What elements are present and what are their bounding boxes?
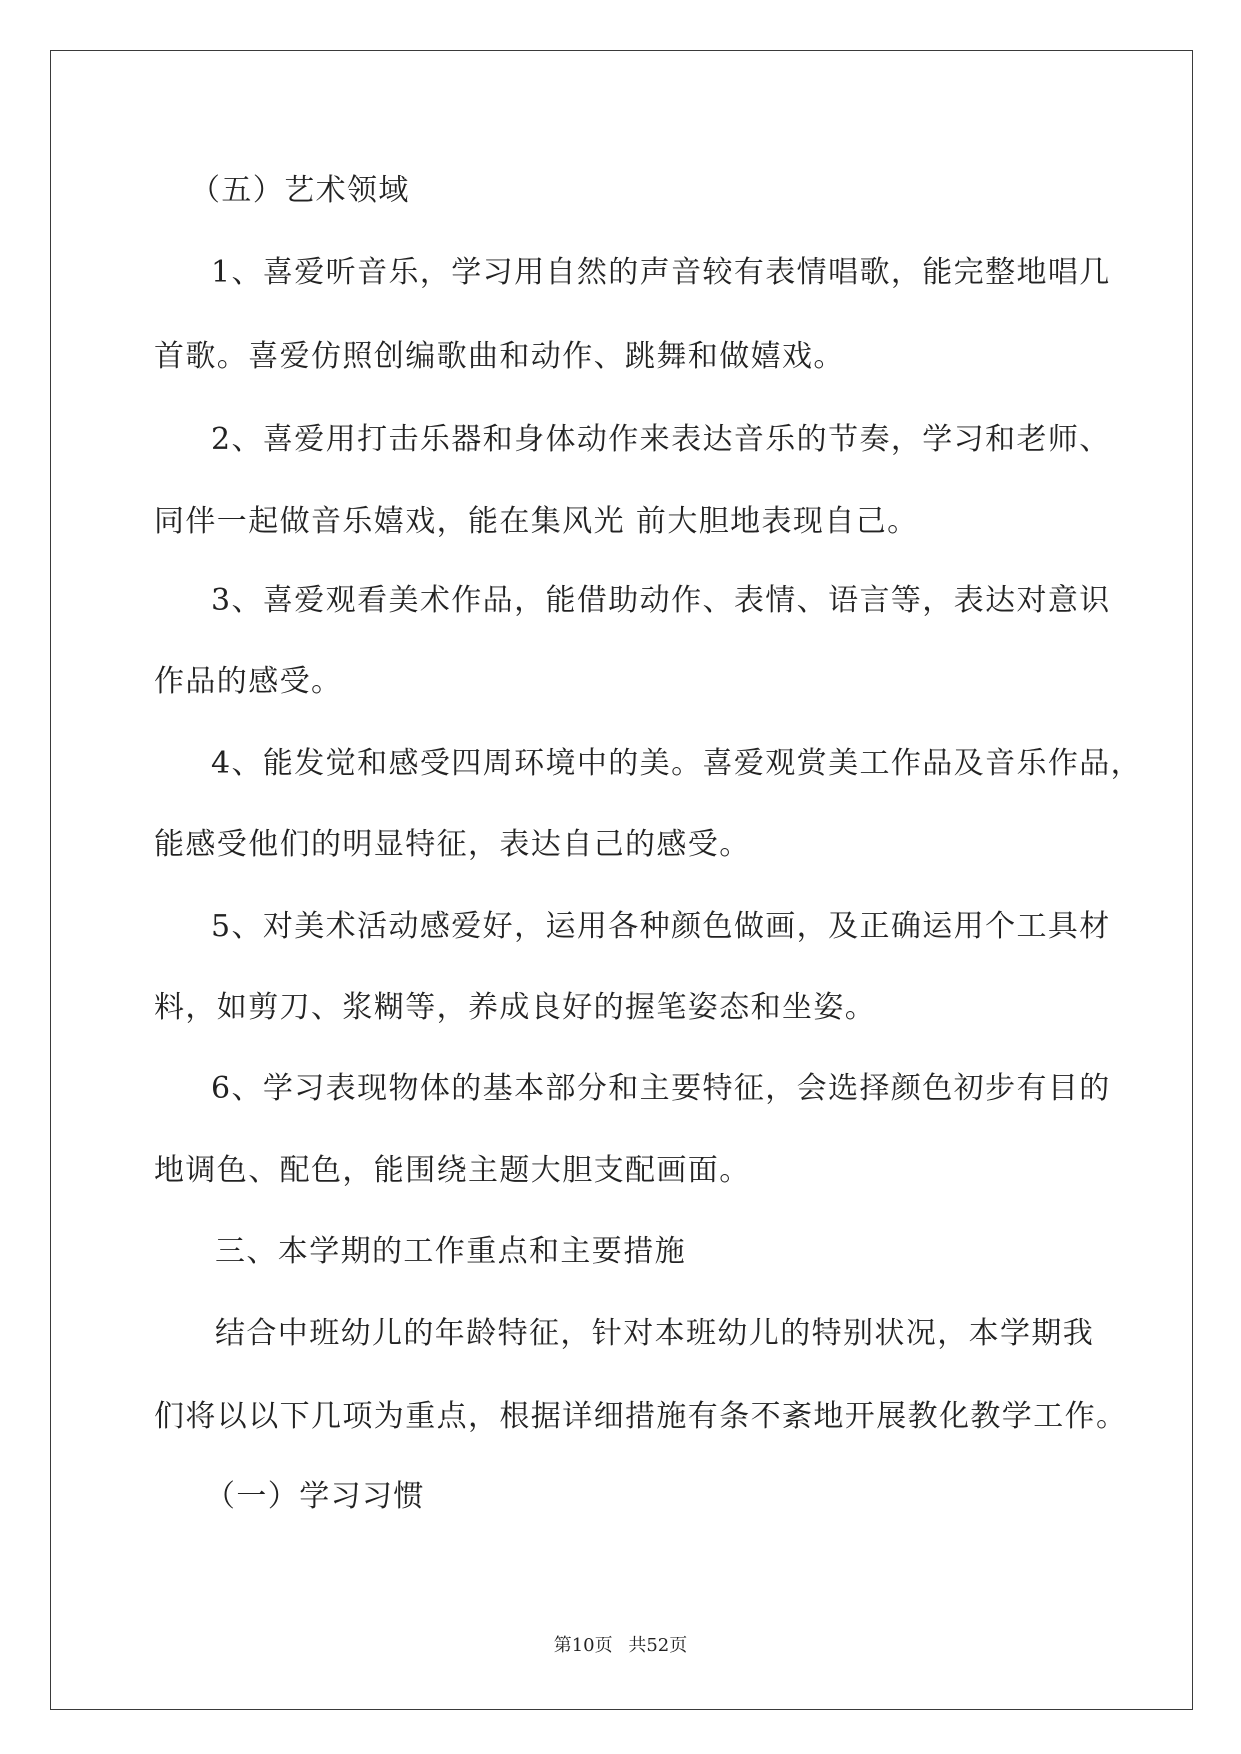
section-heading-arts: （五）艺术领域 — [190, 173, 410, 208]
paragraph-line: 6、学习表现物体的基本部分和主要特征，会选择颜色初步有目的 — [211, 1071, 1111, 1106]
section-heading-study-habits: （一）学习习惯 — [205, 1479, 425, 1514]
paragraph-line: 3、喜爱观看美术作品，能借助动作、表情、语言等，表达对意识 — [211, 583, 1111, 618]
paragraph-line: 2、喜爱用打击乐器和身体动作来表达音乐的节奏，学习和老师、 — [211, 422, 1111, 457]
page-footer: 第10页 共52页 — [553, 1635, 688, 1656]
paragraph-line: 1、喜爱听音乐，学习用自然的声音较有表情唱歌，能完整地唱几 — [211, 255, 1111, 290]
paragraph-line: 作品的感受。 — [154, 664, 343, 699]
paragraph-line: 首歌。喜爱仿照创编歌曲和动作、跳舞和做嬉戏。 — [154, 339, 845, 374]
paragraph-line: 结合中班幼儿的年龄特征，针对本班幼儿的特别状况，本学期我 — [215, 1316, 1095, 1351]
paragraph-line: 4、能发觉和感受四周环境中的美。喜爱观赏美工作品及音乐作品， — [211, 746, 1143, 781]
paragraph-line: 料，如剪刀、浆糊等，养成良好的握笔姿态和坐姿。 — [154, 990, 877, 1025]
page-border — [50, 50, 1193, 1710]
paragraph-line: 同伴一起做音乐嬉戏，能在集风光 前大胆地表现自己。 — [154, 504, 919, 539]
section-heading-semester-focus: 三、本学期的工作重点和主要措施 — [215, 1234, 686, 1269]
paragraph-line: 5、对美术活动感爱好，运用各种颜色做画，及正确运用个工具材 — [211, 909, 1111, 944]
paragraph-line: 地调色、配色，能围绕主题大胆支配画面。 — [154, 1153, 751, 1188]
paragraph-line: 能感受他们的明显特征，表达自己的感受。 — [154, 827, 751, 862]
paragraph-line: 们将以以下几项为重点，根据详细措施有条不紊地开展教化教学工作。 — [154, 1399, 1128, 1434]
